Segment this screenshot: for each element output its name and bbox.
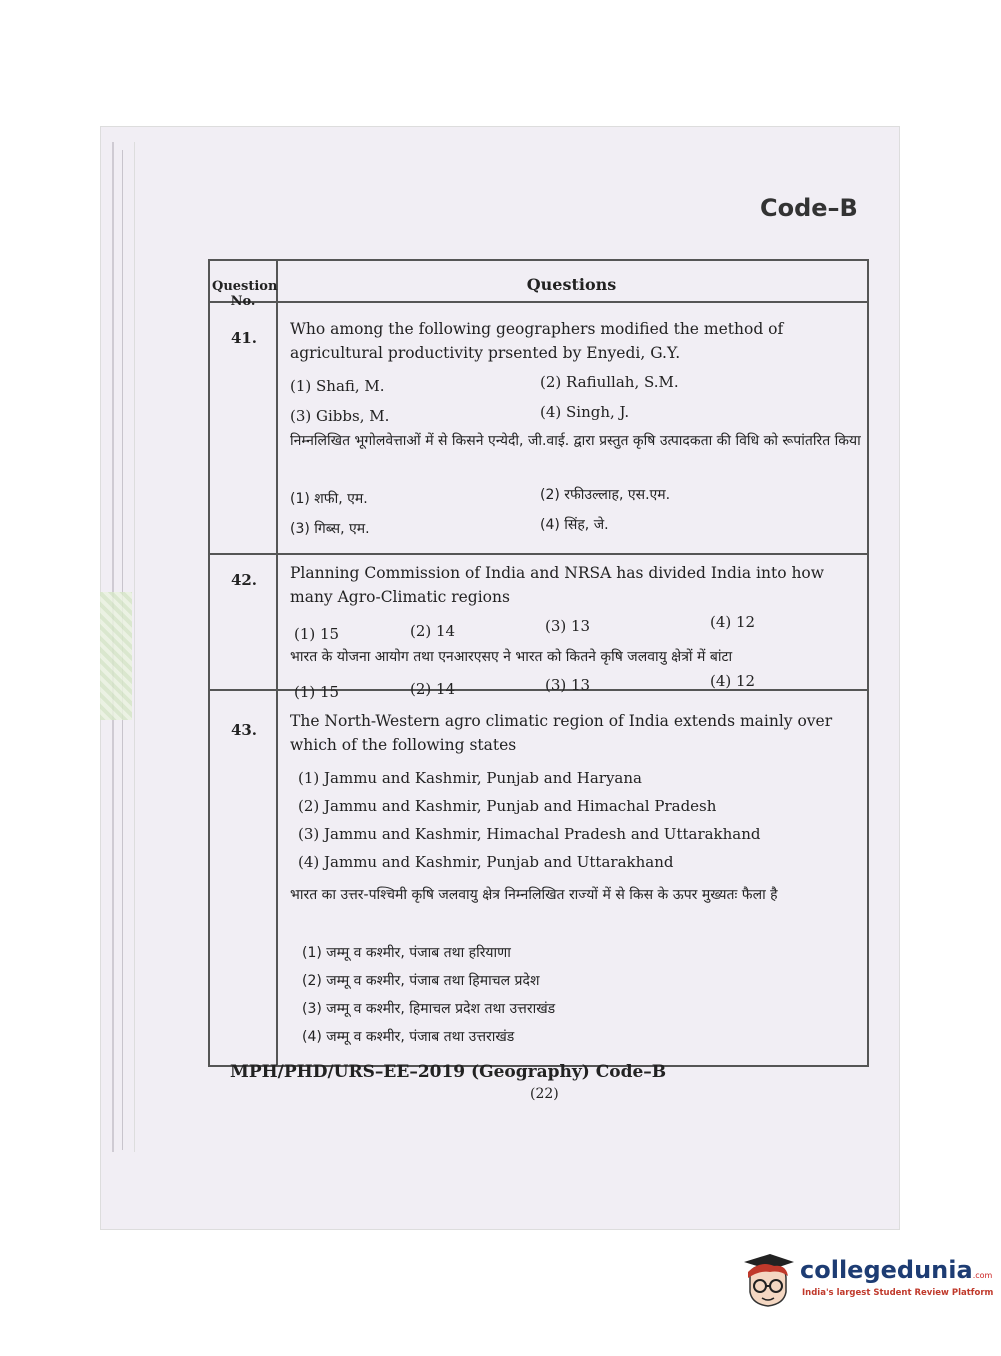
brand-wordmark: collegedunia [800, 1256, 973, 1284]
q41-en-option-4: (4) Singh, J. [540, 403, 630, 421]
q41-en-option-1: (1) Shafi, M. [290, 377, 385, 395]
question-42-en: Planning Commission of India and NRSA has divided India into how many Agro-Climatic regions [290, 564, 825, 606]
q41-hi-option-3: (3) गिब्स, एम. [290, 521, 370, 537]
q42-en-option-1: (1) 15 [294, 625, 340, 643]
q42-en-option-4: (4) 12 [710, 613, 756, 631]
q43-hi-option-3: (3) जम्मू व कश्मीर, हिमाचल प्रदेश तथा उत्तराखंड [302, 1001, 556, 1017]
paper-code: Code–B [760, 194, 858, 222]
question-43-en: The North-Western agro climatic region of India extends mainly over which of the following states [290, 712, 833, 754]
q43-en-option-2: (2) Jammu and Kashmir, Punjab and Himachal Pradesh [298, 797, 717, 815]
question-42-hi: भारत के योजना आयोग तथा एनआरएसए ने भारत को कितने कृषि जलवायु क्षेत्रों में बांटा [290, 649, 733, 665]
q41-en-option-3: (3) Gibbs, M. [290, 407, 390, 425]
binding-tape [100, 592, 132, 720]
q42-hi-option-1: (1) 15 [294, 683, 340, 701]
q42-en-option-2: (2) 14 [410, 622, 456, 640]
q43-en-option-1: (1) Jammu and Kashmir, Punjab and Haryana [298, 769, 642, 787]
question-table [208, 259, 869, 1067]
brand-com: .com [972, 1271, 993, 1280]
q42-hi-option-3: (3) 13 [545, 676, 591, 694]
brand-tagline: India's largest Student Review Platform [802, 1288, 994, 1298]
question-41-hi: निम्नलिखित भूगोलवेत्ताओं में से किसने एन्येदी, जी.वाई. द्वारा प्रस्तुत कृषि उत्पादकता की विधि को रूपांतरित किया [290, 433, 861, 449]
q43-en-option-3: (3) Jammu and Kashmir, Himachal Pradesh and Uttarakhand [298, 825, 761, 843]
page-number: (22) [530, 1086, 559, 1102]
q41-hi-option-4: (4) सिंह, जे. [540, 517, 609, 533]
q42-en-option-3: (3) 13 [545, 617, 591, 635]
brand-name [800, 1256, 992, 1284]
q43-hi-option-1: (1) जम्मू व कश्मीर, पंजाब तथा हरियाणा [302, 945, 511, 961]
question-43-hi: भारत का उत्तर-पश्चिमी कृषि जलवायु क्षेत्र निम्नलिखित राज्यों में से किस के ऊपर मुख्यतः फैला है [290, 887, 778, 903]
question-41-en: Who among the following geographers modified the method of agricultural productivity prsented by Enyedi, G.Y. [290, 320, 784, 362]
header-divider [210, 301, 867, 303]
mascot-icon [740, 1252, 796, 1312]
question-number-43: 43. [230, 721, 258, 739]
column-header-questions: Questions [526, 275, 617, 294]
row-divider [210, 553, 867, 555]
q43-hi-option-2: (2) जम्मू व कश्मीर, पंजाब तथा हिमाचल प्रदेश [302, 973, 540, 989]
column-header-no: Question No. [212, 279, 278, 309]
column-divider [276, 261, 278, 1065]
q41-en-option-2: (2) Rafiullah, S.M. [540, 373, 679, 391]
q41-hi-option-2: (2) रफीउल्लाह, एस.एम. [540, 487, 671, 503]
q42-hi-option-2: (2) 14 [410, 680, 456, 698]
q42-hi-option-4: (4) 12 [710, 672, 756, 690]
collegedunia-watermark [740, 1252, 994, 1312]
question-number-41: 41. [230, 329, 258, 347]
q43-hi-option-4: (4) जम्मू व कश्मीर, पंजाब तथा उत्तराखंड [302, 1029, 515, 1045]
footer-title: MPH/PHD/URS–EE–2019 (Geography) Code–B [230, 1062, 667, 1082]
question-number-42: 42. [230, 571, 258, 589]
q43-en-option-4: (4) Jammu and Kashmir, Punjab and Uttarakhand [298, 853, 674, 871]
q41-hi-option-1: (1) शफी, एम. [290, 491, 368, 507]
